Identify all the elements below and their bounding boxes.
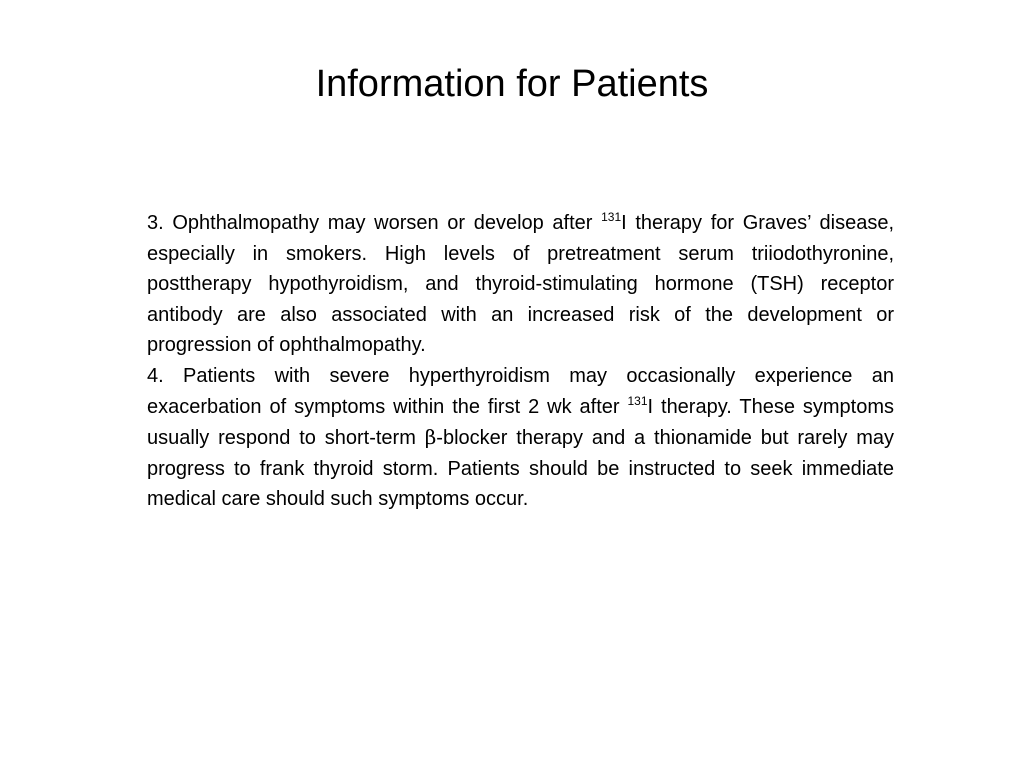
item-4-text-middle: I therapy. These symptoms usually respond to short-term xyxy=(147,395,895,450)
paragraph-item-4 xyxy=(147,361,894,515)
slide-body xyxy=(147,208,894,515)
item-4-text-start: 4. Patients with severe hyperthyroidism may occasionally experience an exacerbation of symptoms within the first 2 wk after xyxy=(147,364,894,418)
item-3-text-start: 3. Ophthalmopathy may worsen or develop after xyxy=(147,212,602,234)
item-3-isotope-superscript: 131 xyxy=(601,210,622,224)
item-4-text-end: -blocker therapy and a thionamide but rarely may progress to frank thyroid storm. Patients should be instructed to seek immediate medical care should such symptoms occur. xyxy=(147,427,895,511)
slide-title: Information for Patients xyxy=(315,63,709,105)
beta-symbol: β xyxy=(424,425,437,450)
item-4-isotope-superscript: 131 xyxy=(627,393,648,408)
item-3-text-end: I therapy for Graves’ disease, especially in smokers. High levels of pretreatment serum triiodothyronine, posttherapy hypothyroidism, and thyroid-stimulating hormone (TSH) receptor antibody are also associated with an increased risk of the development or progression of ophthalmopathy. xyxy=(147,212,894,357)
paragraph-item-3 xyxy=(147,208,894,361)
